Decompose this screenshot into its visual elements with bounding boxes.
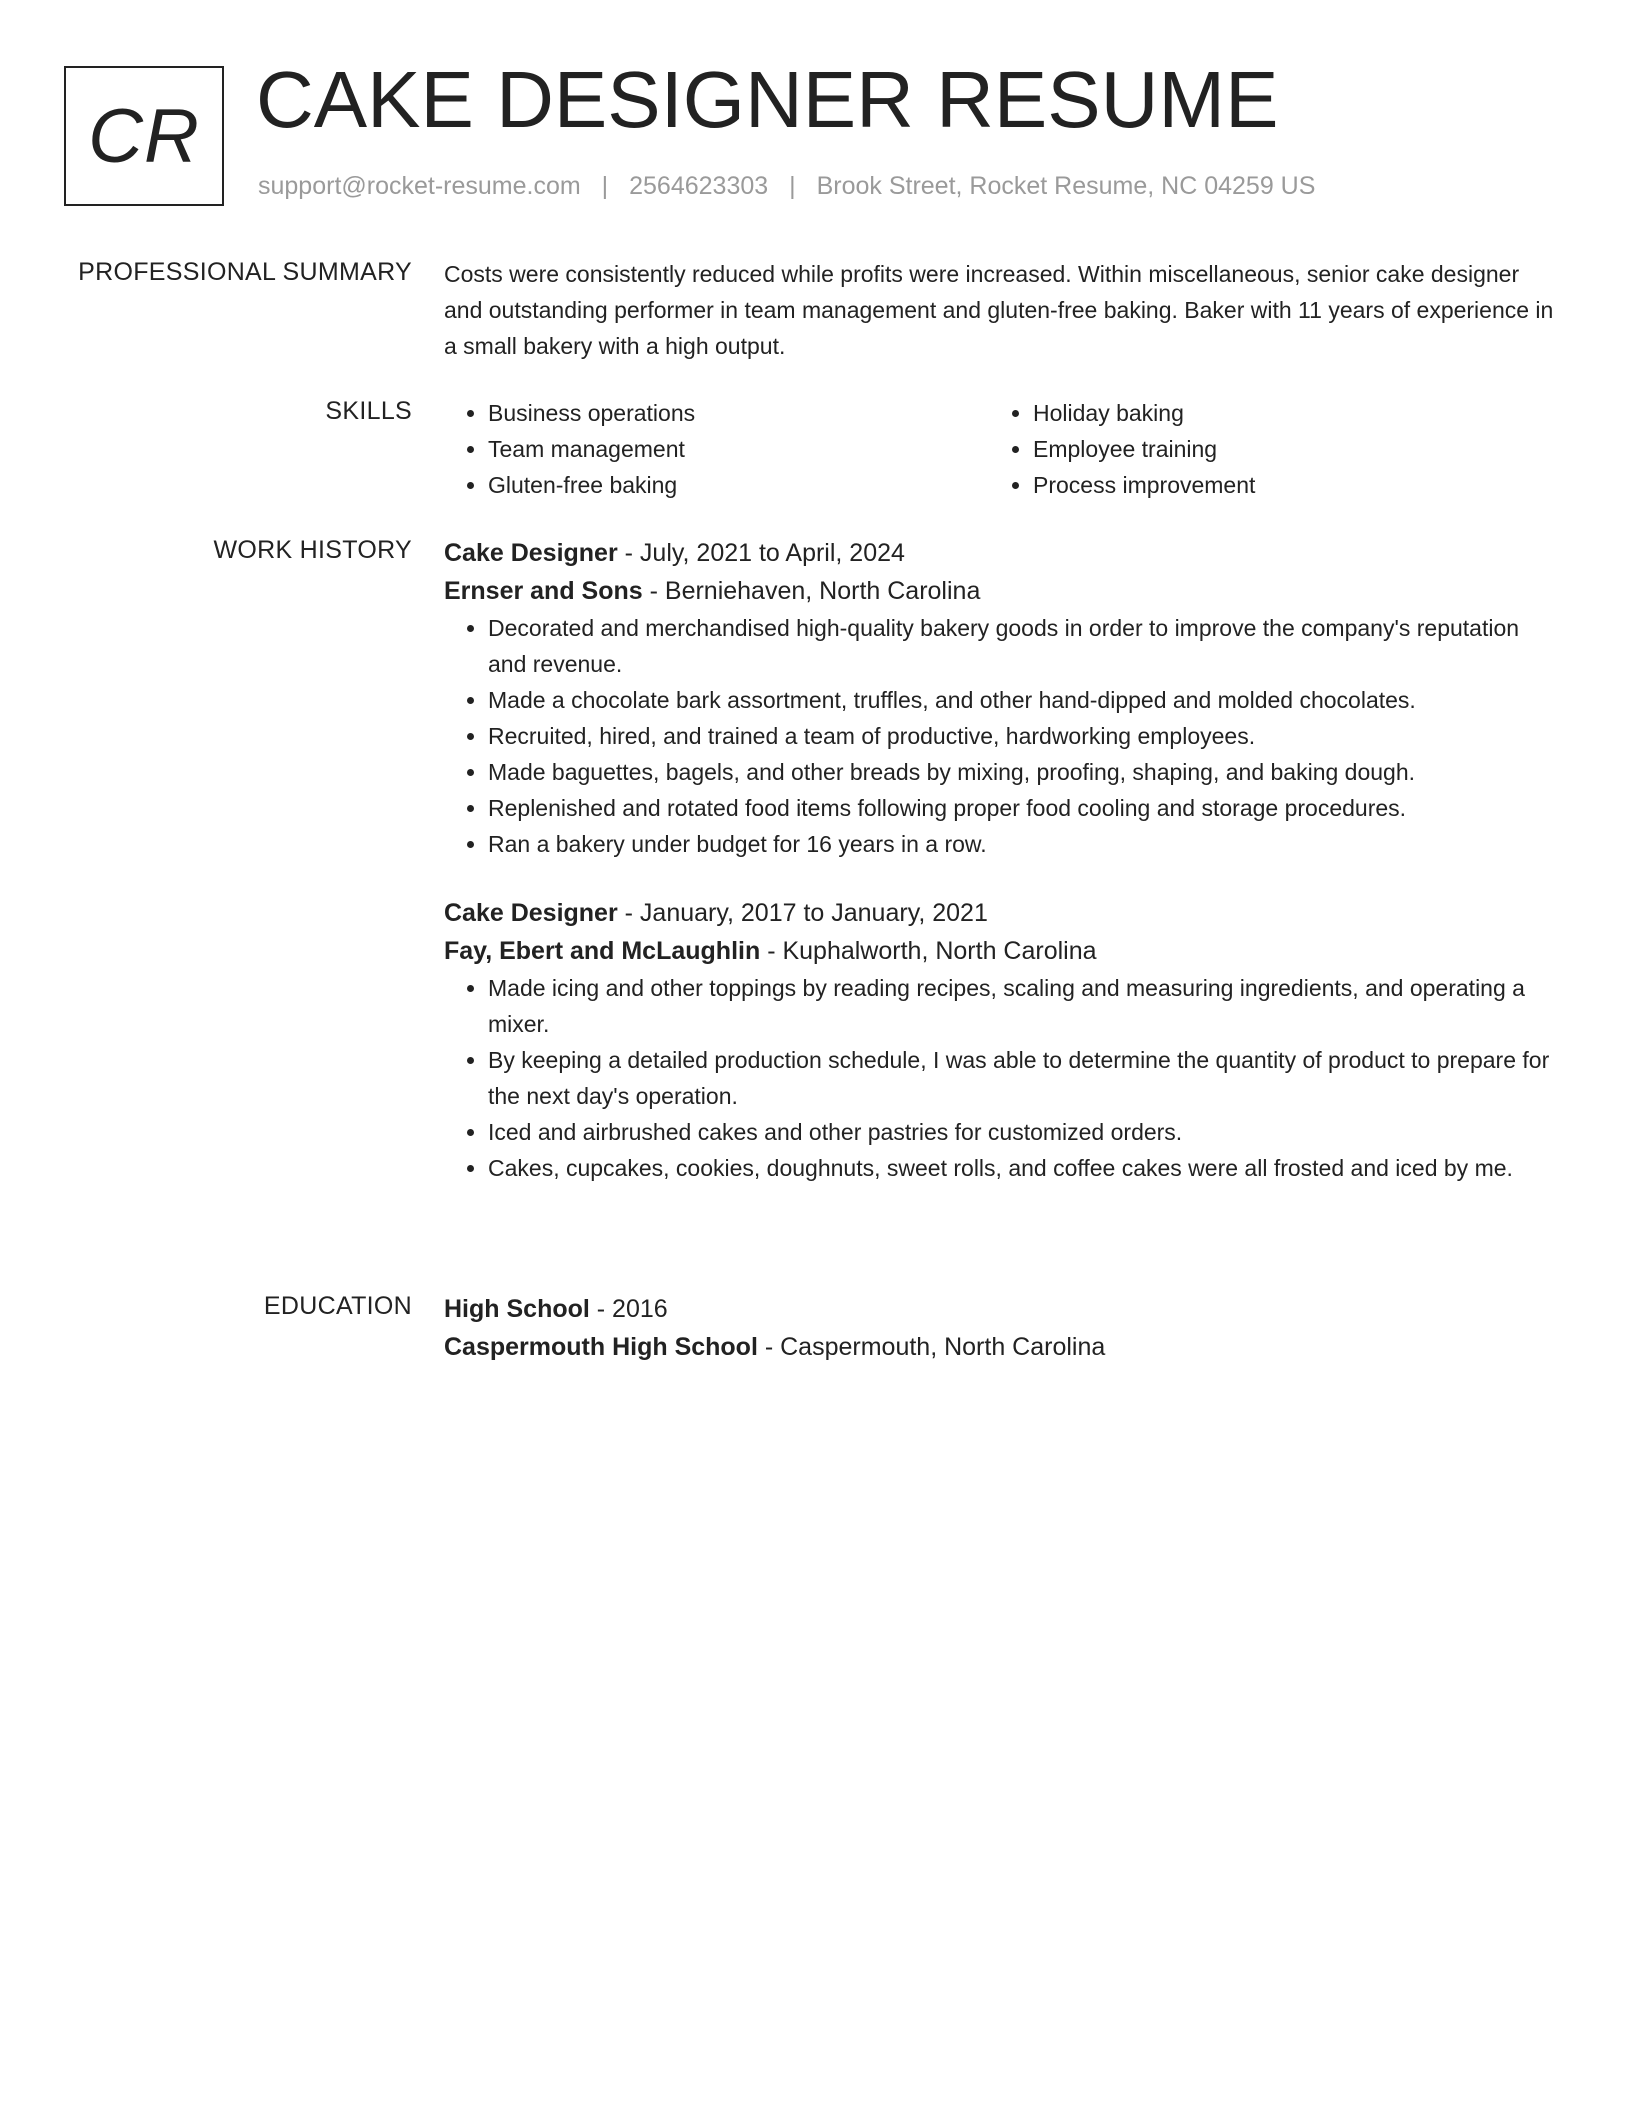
company-location: - Kuphalworth, North Carolina xyxy=(760,937,1097,965)
job-title-line xyxy=(444,894,1559,932)
job-title-line xyxy=(444,534,1559,572)
summary-body xyxy=(444,256,1559,364)
job-bullet: • Ran a bakery under budget for 16 years in a row. xyxy=(488,826,1559,862)
skill-item: • Gluten-free baking xyxy=(488,467,989,503)
contact-phone: 2564623303 xyxy=(629,172,769,200)
section-label-work-history: WORK HISTORY xyxy=(213,536,412,564)
skills-column-1 xyxy=(444,395,989,503)
education-year: - 2016 xyxy=(589,1295,668,1323)
monogram-initials: CR xyxy=(88,93,200,179)
contact-address: Brook Street, Rocket Resume, NC 04259 US xyxy=(816,172,1316,200)
job-bullet: • Iced and airbrushed cakes and other pastries for customized orders. xyxy=(488,1114,1559,1150)
skills-grid xyxy=(444,395,1559,503)
skill-item: • Holiday baking xyxy=(1033,395,1534,431)
job-title: Cake Designer xyxy=(444,899,618,927)
job-bullet: • Made baguettes, bagels, and other breads by mixing, proofing, shaping, and baking dough. xyxy=(488,754,1559,790)
job-bullets xyxy=(444,970,1559,1186)
job-entry xyxy=(444,534,1559,862)
job-bullet: • Made a chocolate bark assortment, truffles, and other hand-dipped and molded chocolates. xyxy=(488,682,1559,718)
work-history-body xyxy=(444,534,1559,1186)
section-label-skills: SKILLS xyxy=(325,397,412,425)
contact-line xyxy=(258,172,1315,201)
education-body xyxy=(444,1290,1559,1366)
skill-item: • Employee training xyxy=(1033,431,1534,467)
skill-item: • Team management xyxy=(488,431,989,467)
education-location: - Caspermouth, North Carolina xyxy=(757,1333,1106,1361)
job-entry xyxy=(444,894,1559,1186)
company-line xyxy=(444,932,1559,970)
job-bullet: • Replenished and rotated food items following proper food cooling and storage procedures. xyxy=(488,790,1559,826)
education-school-line xyxy=(444,1328,1559,1366)
contact-separator: | xyxy=(789,172,796,200)
section-label-education: EDUCATION xyxy=(263,1292,412,1320)
company-name: Fay, Ebert and McLaughlin xyxy=(444,937,761,965)
summary-text: Costs were consistently reduced while profits were increased. Within miscellaneous, senior cake designer and outstanding performer in team management and gluten-free baking. Baker with 11 years of experience in a small bakery with a high output. xyxy=(444,261,1554,359)
company-location: - Berniehaven, North Carolina xyxy=(642,577,981,605)
company-name: Ernser and Sons xyxy=(444,577,643,605)
section-label-summary: PROFESSIONAL SUMMARY xyxy=(78,258,412,286)
company-line xyxy=(444,572,1559,610)
contact-separator: | xyxy=(601,172,609,200)
education-school: Caspermouth High School xyxy=(444,1333,758,1361)
job-title: Cake Designer xyxy=(444,539,618,567)
job-dates: - July, 2021 to April, 2024 xyxy=(617,539,905,567)
monogram-badge xyxy=(64,66,224,206)
job-bullet: • By keeping a detailed production schedule, I was able to determine the quantity of product to prepare for the next day's operation. xyxy=(488,1042,1559,1114)
job-bullet: • Recruited, hired, and trained a team of productive, hardworking employees. xyxy=(488,718,1559,754)
page-title: CAKE DESIGNER RESUME xyxy=(256,55,1279,144)
skills-body xyxy=(444,395,1559,503)
job-dates: - January, 2017 to January, 2021 xyxy=(617,899,988,927)
education-degree: High School xyxy=(444,1295,590,1323)
education-degree-line xyxy=(444,1290,1559,1328)
job-bullets xyxy=(444,610,1559,862)
job-bullet: • Made icing and other toppings by reading recipes, scaling and measuring ingredients, and operating a mixer. xyxy=(488,970,1559,1042)
job-bullet: • Cakes, cupcakes, cookies, doughnuts, sweet rolls, and coffee cakes were all frosted and iced by me. xyxy=(488,1150,1559,1186)
skills-column-2 xyxy=(989,395,1534,503)
contact-email: support@rocket-resume.com xyxy=(258,172,581,200)
skill-item: • Process improvement xyxy=(1033,467,1534,503)
job-bullet: • Decorated and merchandised high-quality bakery goods in order to improve the company's reputation and revenue. xyxy=(488,610,1559,682)
skill-item: • Business operations xyxy=(488,395,989,431)
